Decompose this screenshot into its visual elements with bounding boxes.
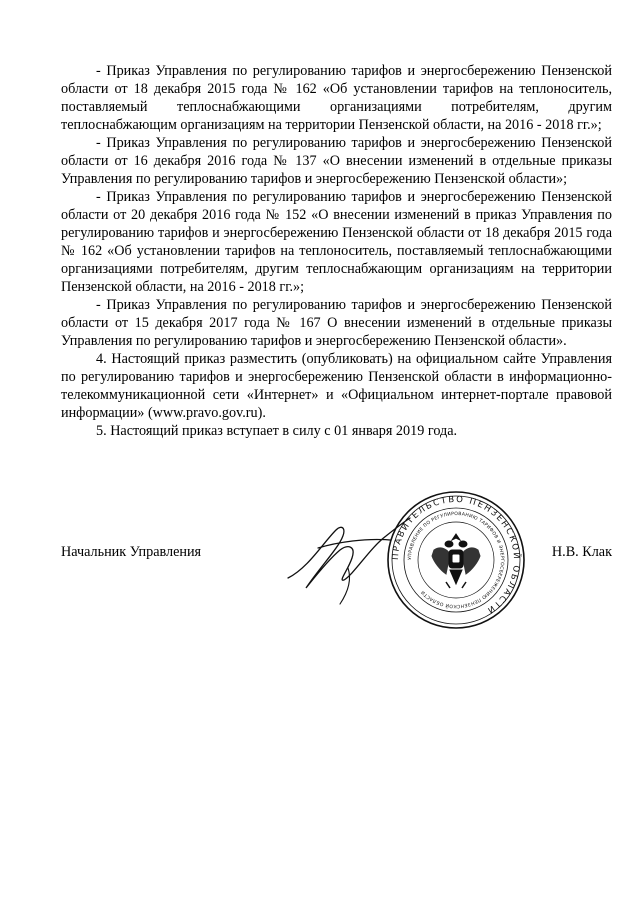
seal-ring-text: ПРАВИТЕЛЬСТВО ПЕНЗЕНСКОЙ ОБЛАСТИ: [390, 494, 522, 616]
coat-of-arms-icon: [432, 534, 480, 588]
paragraph-item-4: 4. Настоящий приказ разместить (опубликовать) на официальном сайте Управления по регулированию тарифов и энергосбережению Пензенской области в информационно-телекоммуникационной сети «Интернет» и «Официальном интернет-портале правовой информации» (www.pravo.gov.ru).: [61, 351, 612, 421]
paragraph-order-152: - Приказ Управления по регулированию тарифов и энергосбережению Пензенской области от 20 декабря 2016 года № 152 «О внесении изменений в приказ Управления по регулированию тарифов и энергосбережению Пензенской области от 18 декабря 2015 года № 162 «Об установлении тарифов на теплоноситель, поставляемый теплоснабжающими организациями потребителям, другим теплоснабжающим организациям на территории Пензенской области, на 2016 - 2018 гг.»;: [61, 189, 612, 295]
official-seal: [386, 490, 526, 630]
signatory-title: Начальник Управления: [61, 544, 202, 560]
paragraph-order-137: - Приказ Управления по регулированию тарифов и энергосбережению Пензенской области от 16 декабря 2016 года № 137 «О внесении изменений в отдельные приказы Управления по регулированию тарифов и энергосбережению Пензенской области»;: [61, 135, 612, 187]
paragraph-order-167: - Приказ Управления по регулированию тарифов и энергосбережению Пензенской области от 15 декабря 2017 года № 167 О внесении изменений в отдельные приказы Управления по регулированию тарифов и энергосбережению Пензенской области».: [61, 297, 612, 349]
paragraph-order-162: - Приказ Управления по регулированию тарифов и энергосбережению Пензенской области от 18 декабря 2015 года № 162 «Об установлении тарифов на теплоноситель, поставляемый теплоснабжающими организациями потребителям, другим теплоснабжающим организациям на территории Пензенской области, на 2016 - 2018 гг.»;: [61, 63, 612, 133]
seal-inner-text: УПРАВЛЕНИЕ ПО РЕГУЛИРОВАНИЮ ТАРИФОВ И ЭНЕРГОСБЕРЕЖЕНИЮ ПЕНЗЕНСКОЙ ОБЛАСТИ: [407, 511, 505, 609]
signatory-name: Н.В. Клак: [551, 544, 612, 560]
paragraph-item-5: 5. Настоящий приказ вступает в силу с 01 января 2019 года.: [96, 423, 458, 439]
document-body: [61, 62, 612, 440]
